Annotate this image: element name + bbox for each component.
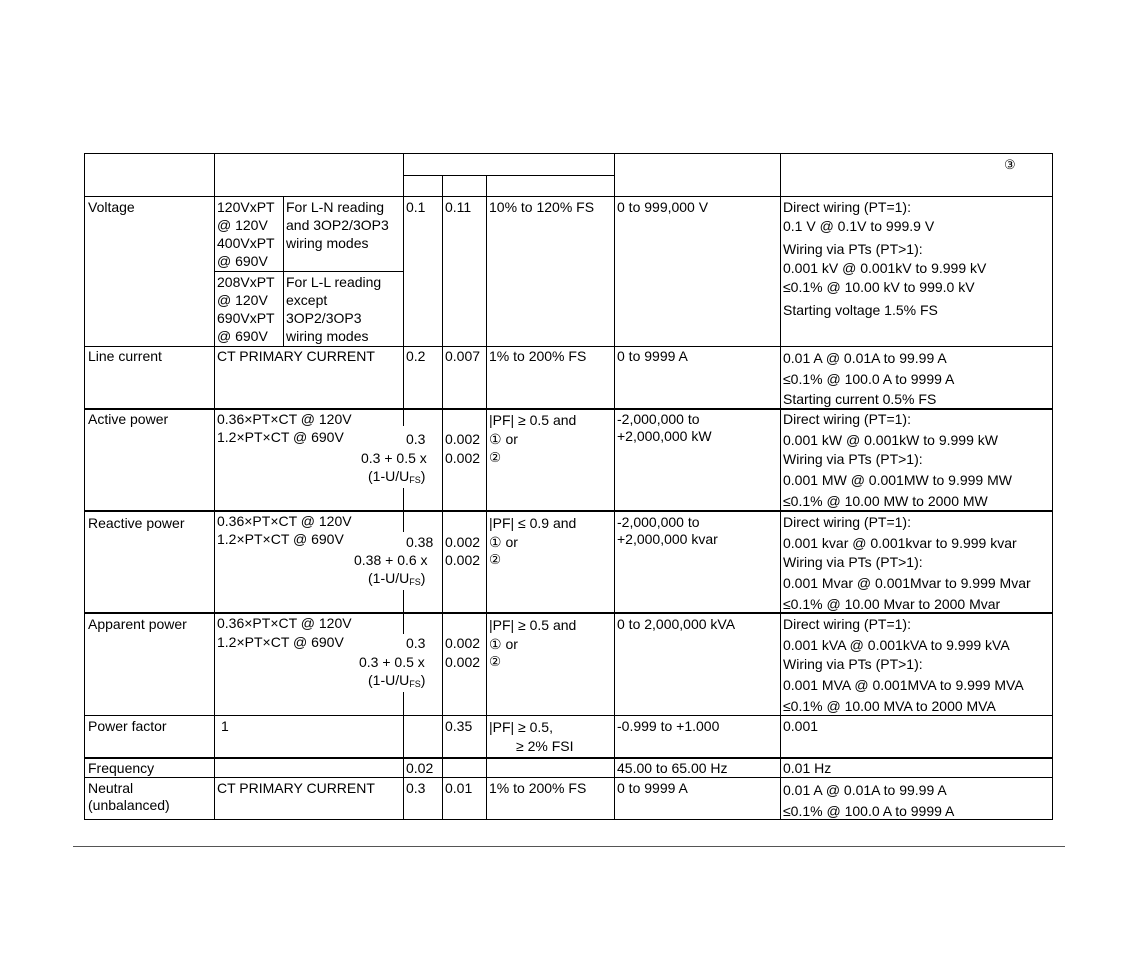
line-current-acc1: 0.2 — [406, 348, 426, 364]
col-rule-2-frag-b2 — [403, 590, 404, 613]
reactive-power-acc2b: 0.002 — [445, 552, 481, 568]
frequency-acc1: 0.02 — [406, 760, 434, 776]
col-rule-5 — [614, 153, 615, 820]
apparent-power-res-3: Wiring via PTs (PT>1): — [783, 656, 923, 672]
active-power-cond-1: |PF| ≥ 0.5 and — [489, 412, 577, 428]
reactive-power-acc2a: 0.002 — [445, 534, 481, 550]
voltage-cond: 10% to 120% FS — [489, 199, 595, 215]
col-rule-2-frag-a1 — [403, 408, 404, 426]
voltage-acc2: 0.11 — [445, 199, 472, 215]
footer-rule — [73, 846, 1065, 847]
col-rule-2b — [403, 715, 404, 820]
col-rule-6 — [780, 153, 781, 820]
voltage-range-a-desc-3: wiring modes — [286, 235, 369, 251]
active-power-acc2a: 0.002 — [445, 431, 481, 447]
voltage-range-b-1: 208VxPT — [217, 274, 275, 290]
voltage-range-b-2: @ 120V — [217, 292, 268, 308]
active-power-display-1: -2,000,000 to — [617, 411, 700, 427]
power-factor-cond-2: ≥ 2% FSI — [516, 738, 574, 754]
active-power-acc2b: 0.002 — [445, 450, 481, 466]
col-rule-2-frag-a2 — [403, 488, 404, 511]
power-factor-acc2: 0.35 — [445, 718, 473, 734]
reactive-power-res-4: 0.001 Mvar @ 0.001Mvar to 9.999 Mvar — [783, 575, 1031, 591]
active-power-range-1: 0.36×PT×CT @ 120V — [217, 411, 352, 427]
apparent-power-acc1c: $(1-U/U_{FS})$ — [368, 672, 426, 689]
row-rule-7 — [84, 777, 1053, 778]
reactive-power-res-5: ≤0.1% @ 10.00 Mvar to 2000 Mvar — [783, 596, 1001, 612]
voltage-range-b-3: 690VxPT — [217, 310, 275, 326]
active-power-res-4: 0.001 MW @ 0.001MW to 9.999 MW — [783, 472, 1012, 488]
active-power-acc1c: $(1-U/U_{FS})$ — [368, 468, 426, 485]
col-rule-2-frag-b1 — [403, 510, 404, 532]
line-current-acc2: 0.007 — [445, 348, 481, 364]
line-current-param: Line current — [88, 348, 162, 364]
reactive-power-cond-1: |PF| ≤ 0.9 and — [489, 515, 577, 531]
reactive-power-range-2: 1.2×PT×CT @ 690V — [217, 531, 344, 547]
row-rule-5 — [84, 715, 1053, 716]
voltage-range-b-desc-3: 3OP2/3OP3 — [286, 310, 362, 326]
neutral-acc1: 0.3 — [406, 780, 426, 796]
power-factor-param: Power factor — [88, 718, 167, 734]
active-power-param: Active power — [88, 411, 169, 427]
neutral-res-2: ≤0.1% @ 100.0 A to 9999 A — [783, 803, 955, 819]
apparent-power-acc1a: 0.3 — [406, 635, 426, 651]
reactive-power-res-2: 0.001 kvar @ 0.001kvar to 9.999 kvar — [783, 535, 1017, 551]
neutral-param-2: (unbalanced) — [88, 797, 170, 813]
apparent-power-range-1: 0.36×PT×CT @ 120V — [217, 615, 352, 631]
voltage-res-3: Wiring via PTs (PT>1): — [783, 241, 923, 257]
line-current-display: 0 to 9999 A — [617, 348, 688, 364]
power-factor-res: 0.001 — [783, 718, 819, 734]
apparent-power-res-5: ≤0.1% @ 10.00 MVA to 2000 MVA — [783, 698, 996, 714]
power-factor-cond-1: |PF| ≥ 0.5, — [489, 719, 553, 735]
voltage-param: Voltage — [88, 199, 135, 215]
active-power-res-1: Direct wiring (PT=1): — [783, 411, 911, 427]
active-power-acc1b: 0.3 + 0.5 x — [361, 450, 427, 466]
neutral-range: CT PRIMARY CURRENT — [217, 780, 375, 796]
voltage-split-rule — [214, 271, 403, 272]
reactive-power-display-1: -2,000,000 to — [617, 514, 700, 530]
voltage-res-2: 0.1 V @ 0.1V to 999.9 V — [783, 218, 935, 234]
col-rule-3 — [442, 175, 443, 820]
apparent-power-res-4: 0.001 MVA @ 0.001MVA to 9.999 MVA — [783, 677, 1024, 693]
reactive-power-acc1c: $(1-U/U_{FS})$ — [368, 570, 426, 587]
active-power-acc1a: 0.3 — [406, 431, 426, 447]
active-power-range-2: 1.2×PT×CT @ 690V — [217, 429, 344, 445]
reactive-power-acc1a: 0.38 — [406, 534, 434, 550]
apparent-power-acc2a: 0.002 — [445, 635, 481, 651]
voltage-res-4: 0.001 kV @ 0.001kV to 9.999 kV — [783, 260, 987, 276]
neutral-display: 0 to 9999 A — [617, 780, 688, 796]
header-subrule — [403, 175, 615, 176]
voltage-acc1: 0.1 — [406, 199, 426, 215]
frequency-param: Frequency — [88, 760, 155, 776]
voltage-res-6: Starting voltage 1.5% FS — [783, 302, 938, 318]
reactive-power-param: Reactive power — [88, 515, 185, 531]
apparent-power-param: Apparent power — [88, 616, 187, 632]
apparent-power-range-2: 1.2×PT×CT @ 690V — [217, 634, 344, 650]
voltage-res-5: ≤0.1% @ 10.00 kV to 999.0 kV — [783, 279, 975, 295]
apparent-power-res-1: Direct wiring (PT=1): — [783, 616, 911, 632]
reactive-power-range-1: 0.36×PT×CT @ 120V — [217, 513, 352, 529]
col-rule-2-frag-c1 — [403, 612, 404, 634]
neutral-param-1: Neutral — [88, 780, 134, 796]
voltage-range-a-3: 400VxPT — [217, 235, 275, 251]
apparent-power-cond-2: ① or — [489, 636, 518, 652]
voltage-range-b-desc-4: wiring modes — [286, 328, 369, 344]
voltage-range-a-desc-2: and 3OP2/3OP3 — [286, 217, 389, 233]
reactive-power-display-2: +2,000,000 kvar — [617, 531, 718, 547]
header-bottom-rule — [84, 196, 1053, 197]
line-current-res-1: 0.01 A @ 0.01A to 99.99 A — [783, 350, 947, 366]
header-note-marker: ③ — [1004, 157, 1016, 172]
reactive-power-cond-2: ① or — [489, 534, 518, 550]
voltage-range-a-1: 120VxPT — [217, 199, 275, 215]
reactive-power-res-3: Wiring via PTs (PT>1): — [783, 554, 923, 570]
voltage-range-b-desc-1: For L-L reading — [286, 274, 382, 290]
neutral-cond: 1% to 200% FS — [489, 780, 587, 796]
table-border-top — [84, 153, 1053, 154]
apparent-power-acc1b: 0.3 + 0.5 x — [359, 654, 425, 670]
col-rule-4 — [486, 175, 487, 820]
power-factor-display: -0.999 to +1.000 — [617, 718, 720, 734]
reactive-power-cond-3: ② — [489, 552, 502, 567]
apparent-power-acc2b: 0.002 — [445, 654, 481, 670]
frequency-res: 0.01 Hz — [783, 760, 832, 776]
voltage-display: 0 to 999,000 V — [617, 199, 709, 215]
voltage-range-a-4: @ 690V — [217, 253, 268, 269]
col-rule-1 — [214, 153, 215, 820]
active-power-cond-2: ① or — [489, 431, 518, 447]
line-current-res-3: Starting current 0.5% FS — [783, 391, 937, 407]
table-border-right — [1052, 153, 1053, 820]
line-current-range: CT PRIMARY CURRENT — [217, 348, 375, 364]
neutral-res-1: 0.01 A @ 0.01A to 99.99 A — [783, 782, 947, 798]
active-power-cond-3: ② — [489, 450, 502, 465]
apparent-power-cond-1: |PF| ≥ 0.5 and — [489, 617, 577, 633]
col-rule-2-frag-c2 — [403, 692, 404, 716]
reactive-power-acc1b: 0.38 + 0.6 x — [354, 552, 428, 568]
apparent-power-res-2: 0.001 kVA @ 0.001kVA to 9.999 kVA — [783, 637, 1010, 653]
neutral-acc2: 0.01 — [445, 780, 473, 796]
col-rule-range-split — [283, 196, 284, 346]
voltage-range-a-desc-1: For L-N reading — [286, 199, 385, 215]
voltage-range-a-2: @ 120V — [217, 217, 268, 233]
active-power-display-2: +2,000,000 kW — [617, 428, 712, 444]
active-power-res-2: 0.001 kW @ 0.001kW to 9.999 kW — [783, 432, 998, 448]
active-power-res-3: Wiring via PTs (PT>1): — [783, 451, 923, 467]
power-factor-range: 1 — [221, 718, 229, 734]
apparent-power-display: 0 to 2,000,000 kVA — [617, 616, 736, 632]
voltage-range-b-desc-2: except — [286, 292, 328, 308]
col-rule-2 — [403, 153, 404, 409]
line-current-cond: 1% to 200% FS — [489, 348, 587, 364]
table-border-left — [84, 153, 85, 820]
voltage-res-1: Direct wiring (PT=1): — [783, 199, 911, 215]
voltage-range-b-4: @ 690V — [217, 328, 268, 344]
frequency-display: 45.00 to 65.00 Hz — [617, 760, 728, 776]
reactive-power-res-1: Direct wiring (PT=1): — [783, 514, 911, 530]
row-rule-6 — [84, 757, 1053, 759]
apparent-power-cond-3: ② — [489, 654, 502, 669]
active-power-res-5: ≤0.1% @ 10.00 MW to 2000 MW — [783, 493, 988, 509]
line-current-res-2: ≤0.1% @ 100.0 A to 9999 A — [783, 371, 955, 387]
